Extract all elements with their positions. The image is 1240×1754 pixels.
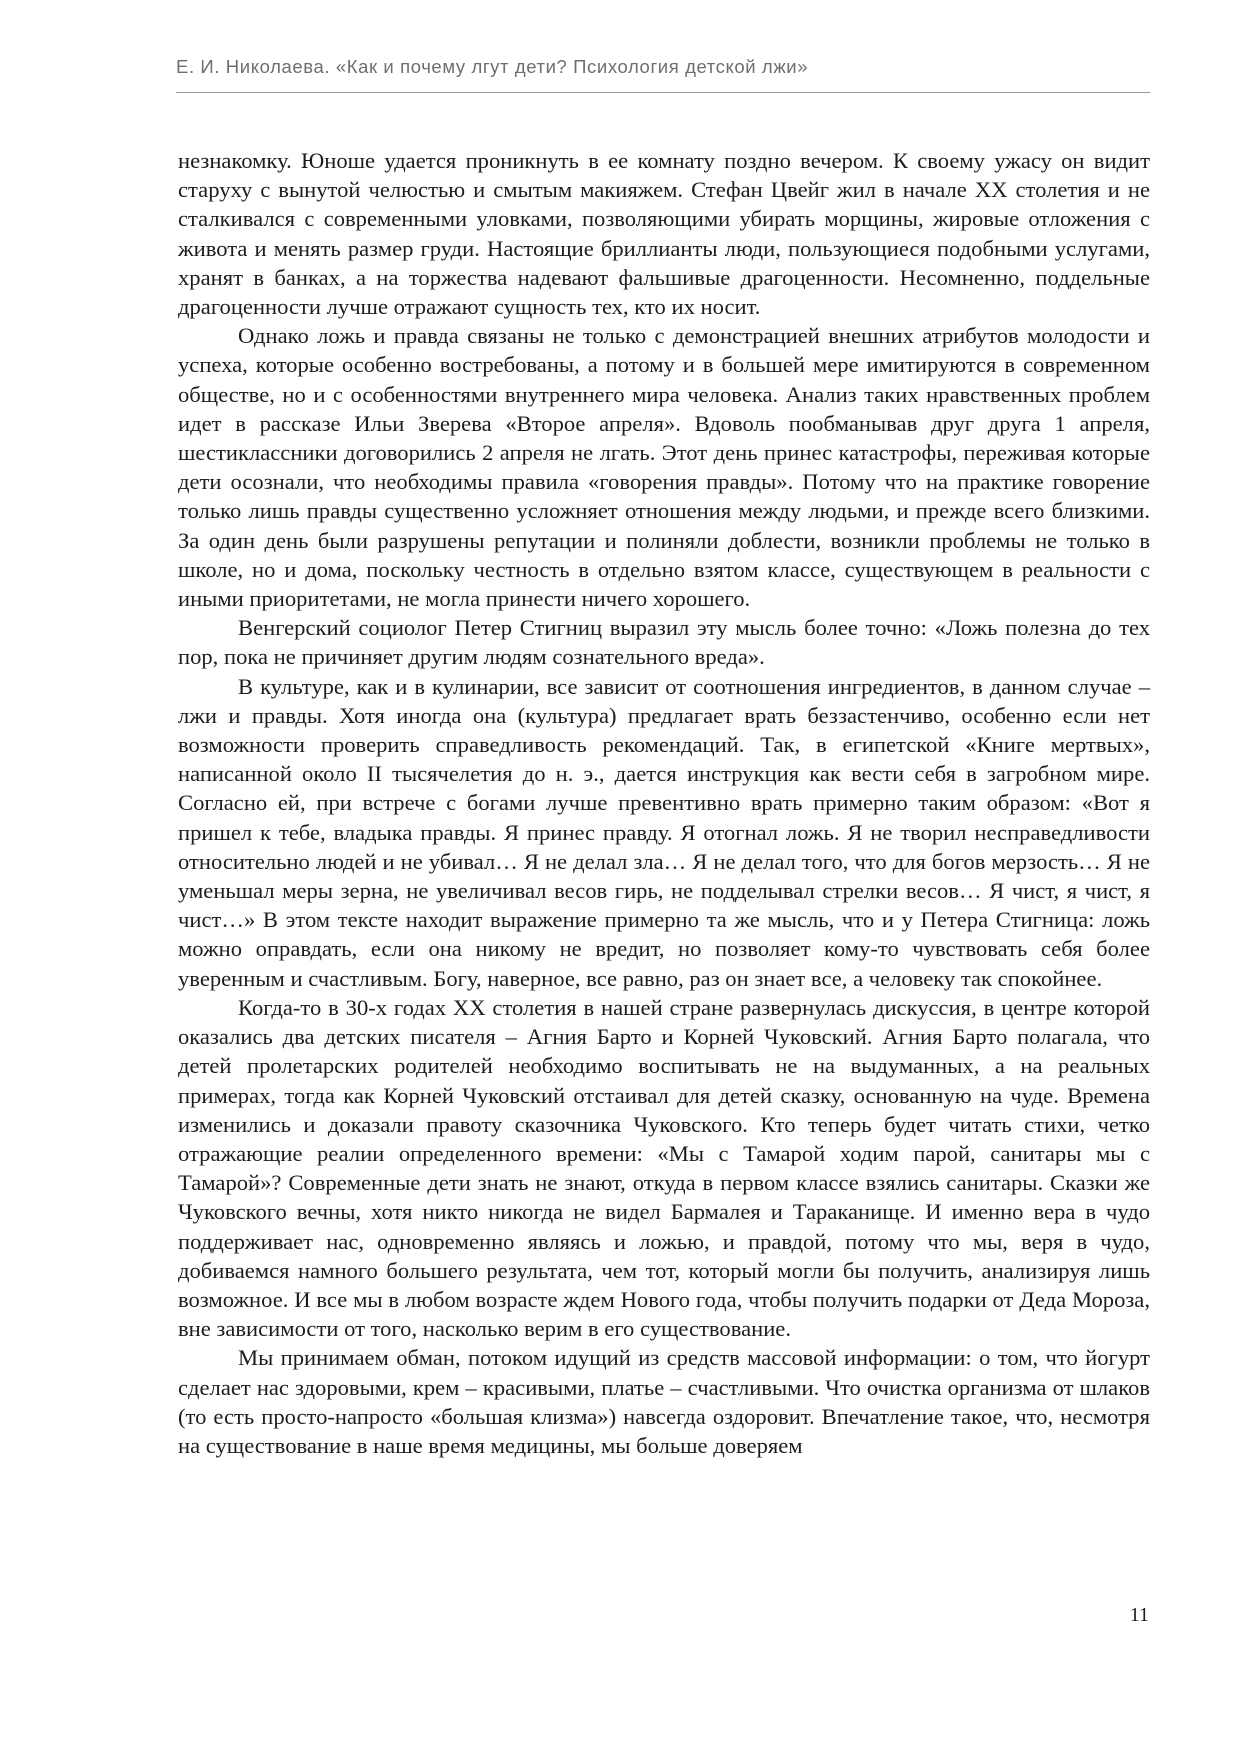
paragraph: Венгерский социолог Петер Стигниц выразил эту мысль более точно: «Ложь полезна до тех пор, пока не причиняет другим людям сознательного вреда». [178,615,1150,670]
header-rule [176,92,1150,93]
paragraph: Мы принимаем обман, потоком идущий из средств массовой информации: о том, что йогурт сделает нас здоровыми, крем – красивыми, платье – счастливыми. Что очистка организма от шлаков (то есть просто-напросто «большая клизма») навсегда оздоровит. Впечатление такое, что, несмотря на существование в наше время медицины, мы больше доверяем [178,1345,1150,1458]
paragraph: Когда-то в 30-х годах XX столетия в нашей стране развернулась дискуссия, в центре которой оказались два детских писателя – Агния Барто и Корней Чуковский. Агния Барто полагала, что детей пролетарских родителей необходимо воспитывать не на выдуманных, а на реальных примерах, тогда как Корней Чуковский отстаивал для детей сказку, основанную на чуде. Времена изменились и доказали правоту сказочника Чуковского. Кто теперь будет читать стихи, четко отражающие реалии определенного времени: «Мы с Тамарой ходим парой, санитары мы с Тамарой»? Современные дети знать не знают, откуда в первом классе взялись санитары. Сказки же Чуковского вечны, хотя никто никогда не видел Бармалея и Тараканище. И именно вера в чудо поддерживает нас, одновременно являясь и ложью, и правдой, потому что мы, веря в чудо, добиваемся намного большего результата, чем тот, который могли бы получить, анализируя лишь возможное. И все мы в любом возрасте ждем Нового года, чтобы получить подарки от Деда Мороза, вне зависимости от того, насколько верим в его существование. [178,994,1150,1342]
paragraph-continued: незнакомку. Юноше удается проникнуть в ее комнату поздно вечером. К своему ужасу он видит старуху с вынутой челюстью и смытым макияжем. Стефан Цвейг жил в начале XX столетия и не сталкивался с современными уловками, позволяющими убирать морщины, жировые отложения с живота и менять размер груди. Настоящие бриллианты люди, пользующиеся подобными услугами, хранят в банках, а на торжества надевают фальшивые драгоценности. Несомненно, поддельные драгоценности лучше отражают сущность тех, кто их носит. [178,148,1150,320]
page-body [178,146,1150,1460]
paragraph: В культуре, как и в кулинарии, все зависит от соотношения ингредиентов, в данном случае – лжи и правды. Хотя иногда она (культура) предлагает врать беззастенчиво, особенно если нет возможности проверить справедливость рекомендаций. Так, в египетской «Книге мертвых», написанной около II тысячелетия до н. э., дается инструкция как вести себя в загробном мире. Согласно ей, при встрече с богами лучше превентивно врать примерно таким образом: «Вот я пришел к тебе, владыка правды. Я принес правду. Я отогнал ложь. Я не творил несправедливости относительно людей и не убивал… Я не делал зла… Я не делал того, что для богов мерзость… Я не уменьшал меры зерна, не увеличивал весов гирь, не подделывал стрелки весов… Я чист, я чист, я чист…» В этом тексте находит выражение примерно та же мысль, что и у Петера Стигница: ложь можно оправдать, если она никому не вредит, но позволяет кому-то чувствовать себя более уверенным и счастливым. Богу, наверное, все равно, раз он знает все, а человеку так спокойнее. [178,673,1150,991]
running-header: Е. И. Николаева. «Как и почему лгут дети? Психология детской лжи» [176,56,809,77]
page-number: 11 [1129,1604,1149,1626]
paragraph: Однако ложь и правда связаны не только с демонстрацией внешних атрибутов молодости и успеха, которые особенно востребованы, а потому и в большей мере имитируются в современном обществе, но и с особенностями внутреннего мира человека. Анализ таких нравственных проблем идет в рассказе Ильи Зверева «Второе апреля». Вдоволь пообманывав друг друга 1 апреля, шестиклассники договорились 2 апреля не лгать. Этот день принес катастрофы, переживая которые дети осознали, что необходимы правила «говорения правды». Потому что на практике говорение только лишь правды существенно усложняет отношения между людьми, и прежде всего близкими. За один день были разрушены репутации и полиняли доблести, возникли проблемы не только в школе, но и дома, поскольку честность в отдельно взятом классе, существующем в реальности с иными приоритетами, не могла принести ничего хорошего. [178,323,1150,612]
